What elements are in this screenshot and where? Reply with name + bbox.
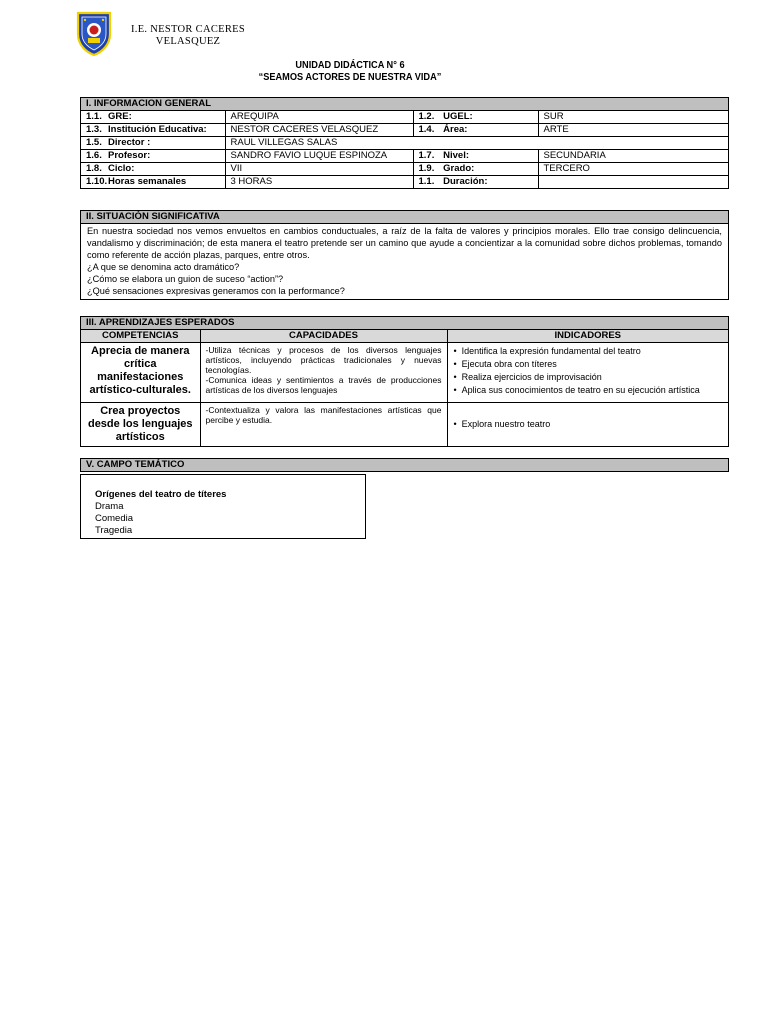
campo-heading: V. CAMPO TEMÁTICO bbox=[81, 459, 728, 471]
situacion-section bbox=[80, 210, 729, 300]
campo-title: Orígenes del teatro de títeres bbox=[95, 489, 227, 500]
table-header-row: COMPETENCIAS CAPACIDADES INDICADORES bbox=[81, 330, 728, 343]
list-item: • Identifica la expresión fundamental del teatro bbox=[454, 345, 723, 358]
table-row: 1.3. Institución Educativa: NESTOR CACERES VELASQUEZ 1.4. Área: ARTE bbox=[81, 124, 728, 137]
situacion-body bbox=[81, 224, 728, 299]
list-item: • Realiza ejercicios de improvisación bbox=[454, 371, 723, 384]
situacion-question: ¿Qué sensaciones expresivas generamos con la performance? bbox=[87, 286, 345, 296]
table-row: 1.8. Ciclo: VII 1.9. Grado: TERCERO bbox=[81, 163, 728, 176]
list-item: Drama bbox=[95, 501, 124, 512]
list-item: Comedia bbox=[95, 513, 134, 524]
campo-box bbox=[80, 474, 366, 539]
general-info-section bbox=[80, 97, 729, 189]
table-row: 1.6. Profesor: SANDRO FAVIO LUQUE ESPINOZA 1.7. Nivel: SECUNDARIA bbox=[81, 150, 728, 163]
table-row: 1.10.Horas semanales 3 HORAS 1.1. Duración: bbox=[81, 176, 728, 189]
list-item: • Explora nuestro teatro bbox=[454, 418, 723, 431]
situacion-heading: II. SITUACIÓN SIGNIFICATIVA bbox=[81, 211, 728, 224]
list-item: • Ejecuta obra con títeres bbox=[454, 358, 723, 371]
unit-title: UNIDAD DIDÁCTICA N° 6 bbox=[295, 60, 405, 71]
table-row: 1.5. Director : RAUL VILLEGAS SALAS bbox=[81, 137, 728, 150]
unit-subtitle: “SEAMOS ACTORES DE NUESTRA VIDA” bbox=[258, 72, 442, 83]
list-item: Tragedia bbox=[95, 525, 133, 536]
aprendizajes-heading: III. APRENDIZAJES ESPERADOS bbox=[81, 317, 728, 330]
general-info-heading: I. INFORMACION GENERAL bbox=[81, 98, 728, 111]
general-info-table bbox=[81, 111, 728, 188]
aprendizajes-section bbox=[80, 316, 729, 447]
situacion-question: ¿Cómo se elabora un guion de suceso “action”? bbox=[87, 274, 284, 284]
campo-section bbox=[80, 458, 729, 472]
situacion-paragraph: En nuestra sociedad nos vemos envueltos en cambios conductuales, a raíz de la falta de valores y principios morales. Ello trae consigo delincuencia, vandalismo y discriminación; de esta manera el teatro pretende ser un camino que ayude a concientizar a la comunidad sobre dichos problemas, tomando como referente de acción plazas, parques, entre otros. bbox=[87, 226, 722, 260]
school-name: I.E. NESTOR CACERES VELASQUEZ bbox=[130, 24, 246, 47]
school-crest-icon bbox=[76, 10, 112, 56]
table-row: Crea proyectos desde los lenguajes artísticos -Contextualiza y valora las manifestaciones artísticas que percibe y estudia. • Explora nuestro teatro bbox=[81, 403, 728, 447]
situacion-question: ¿A que se denomina acto dramático? bbox=[87, 262, 240, 272]
list-item: • Aplica sus conocimientos de teatro en su ejecución artística bbox=[454, 384, 723, 397]
aprendizajes-table bbox=[81, 330, 728, 446]
document-title bbox=[0, 60, 700, 84]
table-row: 1.1. GRE: AREQUIPA 1.2. UGEL: SUR bbox=[81, 111, 728, 124]
table-row: Aprecia de manera crítica manifestaciones artístico-culturales. -Utiliza técnicas y procesos de los diversos lenguajes artísticos, incluyendo prácticas tradicionales y nuevas tecnologías. -Comunica ideas y sentimientos a través de producciones artísticas de los diversos lenguajes • Identifica la expresión fundamental del teatro • Ejecuta obra con títeres • Realiza ejercicios de improvisación • Aplica sus conocimientos de teatro en su ejecución artística bbox=[81, 343, 728, 403]
